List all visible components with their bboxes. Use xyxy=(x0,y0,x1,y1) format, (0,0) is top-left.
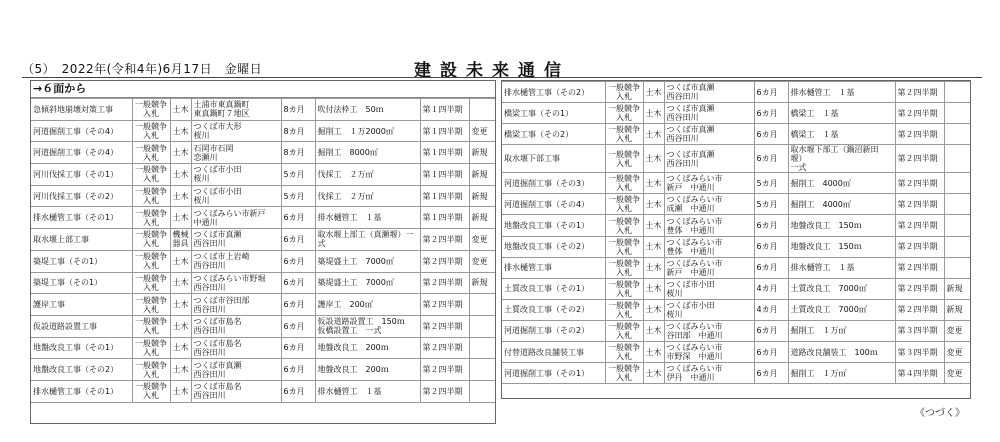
bidding-method-cell: 一般競争 入札 xyxy=(132,207,170,229)
bidding-method-cell: 一般競争 入札 xyxy=(132,359,170,381)
bidding-method-cell: 一般競争 入札 xyxy=(132,272,170,294)
work-class-cell: 土木 xyxy=(643,342,664,363)
work-class-cell: 土木 xyxy=(170,164,191,186)
note-cell: 変更 xyxy=(944,342,970,363)
note-cell xyxy=(944,82,970,103)
work-class-cell: 土木 xyxy=(170,120,191,142)
period-cell: 6カ月 xyxy=(754,124,788,145)
project-name-cell: 護岸工事 xyxy=(31,294,132,316)
period-cell: 5カ月 xyxy=(754,194,788,215)
location-cell: つくばみらい市 成瀬 中通川 xyxy=(664,194,754,215)
bidding-method-cell: 一般競争 入札 xyxy=(132,185,170,207)
work-summary-cell: 地盤改良工 200ｍ xyxy=(315,359,420,381)
table-row xyxy=(502,215,970,236)
work-class-cell: 土木 xyxy=(643,320,664,341)
location-cell: つくば市小田 桜川 xyxy=(664,278,754,299)
quarter-cell: 第１四半期 xyxy=(420,164,469,186)
location-cell: つくばみらい市 市野深 中通川 xyxy=(664,342,754,363)
period-cell: 6カ月 xyxy=(281,207,315,229)
project-name-cell: 築堤工事（その1） xyxy=(31,272,132,294)
bidding-method-cell: 一般競争 入札 xyxy=(605,145,643,173)
left-project-table xyxy=(30,80,496,424)
note-cell: 変更 xyxy=(469,120,495,142)
table-row xyxy=(31,359,495,381)
work-summary-cell: 道路改良舗装工 100ｍ xyxy=(788,342,895,363)
note-cell xyxy=(469,294,495,316)
table-row xyxy=(31,207,495,229)
work-summary-cell: 土質改良工 7000㎥ xyxy=(788,278,895,299)
period-cell: 5カ月 xyxy=(754,173,788,194)
quarter-cell: 第２四半期 xyxy=(895,145,944,173)
work-summary-cell: 掘削工 １万㎥ xyxy=(788,320,895,341)
period-cell: 6カ月 xyxy=(281,315,315,337)
quarter-cell: 第１四半期 xyxy=(420,120,469,142)
location-cell: つくばみらい市 豊体 中通川 xyxy=(664,236,754,257)
quarter-cell: 第２四半期 xyxy=(895,173,944,194)
quarter-cell: 第２四半期 xyxy=(895,124,944,145)
work-summary-cell: 掘削工 １万㎥ xyxy=(788,363,895,384)
note-cell: 変更 xyxy=(469,250,495,272)
project-name-cell: 地盤改良工事（その1） xyxy=(502,215,605,236)
location-cell: つくば市真瀬 西谷田川 xyxy=(191,229,281,251)
period-cell: 6カ月 xyxy=(754,236,788,257)
period-cell: 8カ月 xyxy=(281,99,315,121)
work-summary-cell: 地盤改良工 150ｍ xyxy=(788,215,895,236)
page-header xyxy=(22,58,982,81)
newspaper-title: 建設未来通信 xyxy=(414,61,570,81)
location-cell: つくばみらい市 豊体 中通川 xyxy=(664,215,754,236)
note-cell xyxy=(944,236,970,257)
location-cell: つくばみらい市 新戸 中通川 xyxy=(664,173,754,194)
work-class-cell: 土木 xyxy=(170,185,191,207)
table-row xyxy=(31,229,495,251)
work-class-cell: 土木 xyxy=(643,257,664,278)
work-summary-cell: 伐採工 ２万㎡ xyxy=(315,185,420,207)
bidding-method-cell: 一般競争 入札 xyxy=(132,229,170,251)
table-row xyxy=(31,337,495,359)
table-row xyxy=(31,164,495,186)
work-summary-cell: 取水堰上部工（真瀬堰）一式 xyxy=(315,229,420,251)
note-cell xyxy=(944,173,970,194)
work-class-cell: 土木 xyxy=(643,278,664,299)
project-name-cell: 土質改良工事（その1） xyxy=(502,278,605,299)
bidding-method-cell: 一般競争 入札 xyxy=(132,380,170,402)
note-cell xyxy=(469,359,495,381)
work-summary-cell: 排水樋管工 １基 xyxy=(788,82,895,103)
table-row xyxy=(31,142,495,164)
work-class-cell: 土木 xyxy=(170,207,191,229)
project-name-cell: 河道掘削工事（その1） xyxy=(502,363,605,384)
bidding-method-cell: 一般競争 入札 xyxy=(605,236,643,257)
bidding-method-cell: 一般競争 入札 xyxy=(605,82,643,103)
work-summary-cell: 土質改良工 7000㎥ xyxy=(788,299,895,320)
bidding-method-cell: 一般競争 入札 xyxy=(132,250,170,272)
quarter-cell: 第２四半期 xyxy=(420,359,469,381)
project-name-cell: 河道掘削工事（その4） xyxy=(502,194,605,215)
table-row xyxy=(502,173,970,194)
work-class-cell: 土木 xyxy=(643,299,664,320)
work-summary-cell: 排水樋管工 １基 xyxy=(315,207,420,229)
project-name-cell: 排水樋管工事（その1） xyxy=(31,380,132,402)
table-row xyxy=(31,272,495,294)
period-cell: 6カ月 xyxy=(754,145,788,173)
project-name-cell: 河道掘削工事（その4） xyxy=(31,142,132,164)
work-class-cell: 機械 器具 xyxy=(170,229,191,251)
location-cell: 石岡市石岡 恋瀬川 xyxy=(191,142,281,164)
project-name-cell: 河道掘削工事（その4） xyxy=(31,120,132,142)
note-cell xyxy=(944,124,970,145)
quarter-cell: 第２四半期 xyxy=(895,278,944,299)
note-cell xyxy=(944,194,970,215)
continued-from-label: →６面から xyxy=(31,81,495,98)
work-class-cell: 土木 xyxy=(170,380,191,402)
work-class-cell: 土木 xyxy=(643,124,664,145)
period-cell: 5カ月 xyxy=(281,185,315,207)
location-cell: つくば市島名 西谷田川 xyxy=(191,337,281,359)
work-summary-cell: 仮設道路設置工 150ｍ 仮橋設置工 一式 xyxy=(315,315,420,337)
location-cell: つくばみらい市野堀 西谷田川 xyxy=(191,272,281,294)
quarter-cell: 第２四半期 xyxy=(895,215,944,236)
period-cell: 6カ月 xyxy=(754,82,788,103)
location-cell: つくば市上岩崎 西谷田川 xyxy=(191,250,281,272)
work-summary-cell: 伐採工 ２万㎡ xyxy=(315,164,420,186)
note-cell: 新規 xyxy=(469,164,495,186)
left-table xyxy=(31,98,495,403)
bidding-method-cell: 一般競争 入札 xyxy=(605,320,643,341)
note-cell xyxy=(944,215,970,236)
table-row xyxy=(502,278,970,299)
project-name-cell: 橋梁工事（その2） xyxy=(502,124,605,145)
table-row xyxy=(502,103,970,124)
period-cell: 6カ月 xyxy=(754,257,788,278)
period-cell: 6カ月 xyxy=(754,342,788,363)
work-class-cell: 土木 xyxy=(170,337,191,359)
quarter-cell: 第２四半期 xyxy=(420,380,469,402)
work-class-cell: 土木 xyxy=(643,194,664,215)
location-cell: つくばみらい市 谷田部 中通川 xyxy=(664,320,754,341)
note-cell xyxy=(944,257,970,278)
quarter-cell: 第２四半期 xyxy=(420,337,469,359)
work-summary-cell: 橋梁工 １基 xyxy=(788,103,895,124)
bidding-method-cell: 一般競争 入札 xyxy=(132,164,170,186)
note-cell xyxy=(469,380,495,402)
note-cell: 新規 xyxy=(944,299,970,320)
period-cell: 8カ月 xyxy=(281,142,315,164)
table-row xyxy=(502,194,970,215)
table-row xyxy=(31,120,495,142)
period-cell: 6カ月 xyxy=(281,250,315,272)
work-summary-cell: 橋梁工 １基 xyxy=(788,124,895,145)
quarter-cell: 第１四半期 xyxy=(420,185,469,207)
quarter-cell: 第２四半期 xyxy=(895,299,944,320)
quarter-cell: 第４四半期 xyxy=(895,363,944,384)
bidding-method-cell: 一般競争 入札 xyxy=(132,294,170,316)
note-cell: 変更 xyxy=(944,320,970,341)
work-class-cell: 土木 xyxy=(170,359,191,381)
project-name-cell: 河道掘削工事（その2） xyxy=(502,320,605,341)
table-row xyxy=(31,250,495,272)
location-cell: つくば市谷田部 西谷田川 xyxy=(191,294,281,316)
project-name-cell: 橋梁工事（その1） xyxy=(502,103,605,124)
period-cell: 6カ月 xyxy=(281,272,315,294)
quarter-cell: 第２四半期 xyxy=(420,250,469,272)
bidding-method-cell: 一般競争 入札 xyxy=(605,103,643,124)
period-cell: 6カ月 xyxy=(754,103,788,124)
bidding-method-cell: 一般競争 入札 xyxy=(132,99,170,121)
table-row xyxy=(502,320,970,341)
work-summary-cell: 築堤盛土工 7000㎥ xyxy=(315,250,420,272)
work-class-cell: 土木 xyxy=(643,363,664,384)
work-summary-cell: 地盤改良工 200ｍ xyxy=(315,337,420,359)
work-class-cell: 土木 xyxy=(170,142,191,164)
location-cell: つくば市島名 西谷田川 xyxy=(191,315,281,337)
note-cell xyxy=(944,145,970,173)
header-rule xyxy=(22,77,982,78)
table-row xyxy=(31,294,495,316)
continued-label: 《つづく》 xyxy=(915,408,965,419)
project-name-cell: 地盤改良工事（その2） xyxy=(31,359,132,381)
work-class-cell: 土木 xyxy=(170,99,191,121)
period-cell: 6カ月 xyxy=(281,359,315,381)
project-name-cell: 取水堰上部工事 xyxy=(31,229,132,251)
note-cell: 新規 xyxy=(469,142,495,164)
work-summary-cell: 掘削工 4000㎥ xyxy=(788,194,895,215)
project-name-cell: 排水樋管工事（その2） xyxy=(502,82,605,103)
location-cell: つくばみらい市新戸 中通川 xyxy=(191,207,281,229)
work-class-cell: 土木 xyxy=(643,82,664,103)
project-name-cell: 築堤工事（その1） xyxy=(31,250,132,272)
project-name-cell: 河川伐採工事（その2） xyxy=(31,185,132,207)
note-cell: 変更 xyxy=(944,363,970,384)
period-cell: 6カ月 xyxy=(281,229,315,251)
project-name-cell: 排水樋管工事 xyxy=(502,257,605,278)
project-name-cell: 排水樋管工事（その1） xyxy=(31,207,132,229)
work-class-cell: 土木 xyxy=(643,215,664,236)
location-cell: つくば市真瀬 西谷田川 xyxy=(191,359,281,381)
period-cell: 6カ月 xyxy=(281,380,315,402)
quarter-cell: 第２四半期 xyxy=(895,82,944,103)
period-cell: 6カ月 xyxy=(754,320,788,341)
work-class-cell: 土木 xyxy=(170,315,191,337)
quarter-cell: 第１四半期 xyxy=(420,142,469,164)
work-summary-cell: 排水樋管工 １基 xyxy=(788,257,895,278)
work-class-cell: 土木 xyxy=(643,145,664,173)
work-class-cell: 土木 xyxy=(170,294,191,316)
location-cell: つくば市大形 桜川 xyxy=(191,120,281,142)
right-table xyxy=(502,81,970,384)
quarter-cell: 第２四半期 xyxy=(420,229,469,251)
work-class-cell: 土木 xyxy=(643,173,664,194)
period-cell: 6カ月 xyxy=(281,337,315,359)
table-row xyxy=(502,342,970,363)
location-cell: つくば市小田 桜川 xyxy=(664,299,754,320)
note-cell xyxy=(469,337,495,359)
note-cell xyxy=(944,103,970,124)
period-cell: 6カ月 xyxy=(754,363,788,384)
period-cell: 4カ月 xyxy=(754,278,788,299)
bidding-method-cell: 一般競争 入札 xyxy=(132,142,170,164)
note-cell: 変更 xyxy=(469,229,495,251)
location-cell: つくば市小田 桜川 xyxy=(191,185,281,207)
bidding-method-cell: 一般競争 入札 xyxy=(132,120,170,142)
work-summary-cell: 排水樋管工 １基 xyxy=(315,380,420,402)
quarter-cell: 第２四半期 xyxy=(895,103,944,124)
project-name-cell: 地盤改良工事（その1） xyxy=(31,337,132,359)
project-name-cell: 仮設道路設置工事 xyxy=(31,315,132,337)
period-cell: 8カ月 xyxy=(281,120,315,142)
location-cell: つくば市真瀬 西谷田川 xyxy=(664,124,754,145)
quarter-cell: 第１四半期 xyxy=(420,207,469,229)
bidding-method-cell: 一般競争 入札 xyxy=(605,173,643,194)
note-cell: 新規 xyxy=(469,272,495,294)
table-row xyxy=(502,363,970,384)
work-class-cell: 土木 xyxy=(643,236,664,257)
quarter-cell: 第１四半期 xyxy=(420,99,469,121)
bidding-method-cell: 一般競争 入札 xyxy=(605,194,643,215)
quarter-cell: 第２四半期 xyxy=(895,257,944,278)
work-class-cell: 土木 xyxy=(643,103,664,124)
table-row xyxy=(502,299,970,320)
bidding-method-cell: 一般競争 入札 xyxy=(605,342,643,363)
location-cell: つくば市真瀬 西谷田川 xyxy=(664,82,754,103)
work-summary-cell: 取水堰下部工（鍋沼新田堰） 一式 xyxy=(788,145,895,173)
location-cell: つくば市島名 西谷田川 xyxy=(191,380,281,402)
bidding-method-cell: 一般競争 入札 xyxy=(605,257,643,278)
table-row xyxy=(31,99,495,121)
quarter-cell: 第２四半期 xyxy=(895,236,944,257)
table-row xyxy=(31,185,495,207)
location-cell: つくば市真瀬 西谷田川 xyxy=(664,145,754,173)
period-cell: 6カ月 xyxy=(754,215,788,236)
note-cell: 新規 xyxy=(944,278,970,299)
note-cell: 新規 xyxy=(469,207,495,229)
project-name-cell: 地盤改良工事（その2） xyxy=(502,236,605,257)
issue-date: （5） 2022年(令和4年)6月17日 金曜日 xyxy=(22,62,263,76)
quarter-cell: 第２四半期 xyxy=(420,272,469,294)
project-name-cell: 土質改良工事（その2） xyxy=(502,299,605,320)
period-cell: 5カ月 xyxy=(281,164,315,186)
note-cell xyxy=(469,99,495,121)
bidding-method-cell: 一般競争 入札 xyxy=(132,337,170,359)
work-class-cell: 土木 xyxy=(170,250,191,272)
project-name-cell: 取水堰下部工事 xyxy=(502,145,605,173)
table-row xyxy=(502,145,970,173)
work-summary-cell: 築堤盛土工 7000㎥ xyxy=(315,272,420,294)
project-name-cell: 河道掘削工事（その3） xyxy=(502,173,605,194)
work-class-cell: 土木 xyxy=(170,272,191,294)
quarter-cell: 第３四半期 xyxy=(895,342,944,363)
quarter-cell: 第２四半期 xyxy=(420,315,469,337)
table-row xyxy=(31,315,495,337)
period-cell: 4カ月 xyxy=(754,299,788,320)
bidding-method-cell: 一般競争 入札 xyxy=(605,124,643,145)
bidding-method-cell: 一般競争 入札 xyxy=(605,299,643,320)
project-name-cell: 急傾斜地崩壊対策工事 xyxy=(31,99,132,121)
work-summary-cell: 吹付法枠工 50ｍ xyxy=(315,99,420,121)
work-summary-cell: 掘削工 4000㎥ xyxy=(788,173,895,194)
bidding-method-cell: 一般競争 入札 xyxy=(605,278,643,299)
work-summary-cell: 掘削工 8000㎥ xyxy=(315,142,420,164)
location-cell: つくばみらい市 新戸 中通川 xyxy=(664,257,754,278)
table-row xyxy=(502,82,970,103)
quarter-cell: 第２四半期 xyxy=(420,294,469,316)
table-row xyxy=(502,124,970,145)
project-name-cell: 付替道路改良舗装工事 xyxy=(502,342,605,363)
work-summary-cell: 掘削工 １万2000㎥ xyxy=(315,120,420,142)
work-summary-cell: 地盤改良工 150ｍ xyxy=(788,236,895,257)
bidding-method-cell: 一般競争 入札 xyxy=(605,363,643,384)
table-row xyxy=(502,236,970,257)
right-project-table xyxy=(501,80,971,399)
project-name-cell: 河川伐採工事（その1） xyxy=(31,164,132,186)
location-cell: つくばみらい市 伊丹 中通川 xyxy=(664,363,754,384)
table-row xyxy=(31,380,495,402)
period-cell: 6カ月 xyxy=(281,294,315,316)
location-cell: つくば市小田 桜川 xyxy=(191,164,281,186)
location-cell: 土浦市東真鍋町 東真鍋町７地区 xyxy=(191,99,281,121)
location-cell: つくば市真瀬 西谷田川 xyxy=(664,103,754,124)
note-cell xyxy=(469,315,495,337)
quarter-cell: 第３四半期 xyxy=(895,320,944,341)
quarter-cell: 第２四半期 xyxy=(895,194,944,215)
table-row xyxy=(502,257,970,278)
bidding-method-cell: 一般競争 入札 xyxy=(605,215,643,236)
note-cell: 新規 xyxy=(469,185,495,207)
work-summary-cell: 護岸工 200㎡ xyxy=(315,294,420,316)
bidding-method-cell: 一般競争 入札 xyxy=(132,315,170,337)
